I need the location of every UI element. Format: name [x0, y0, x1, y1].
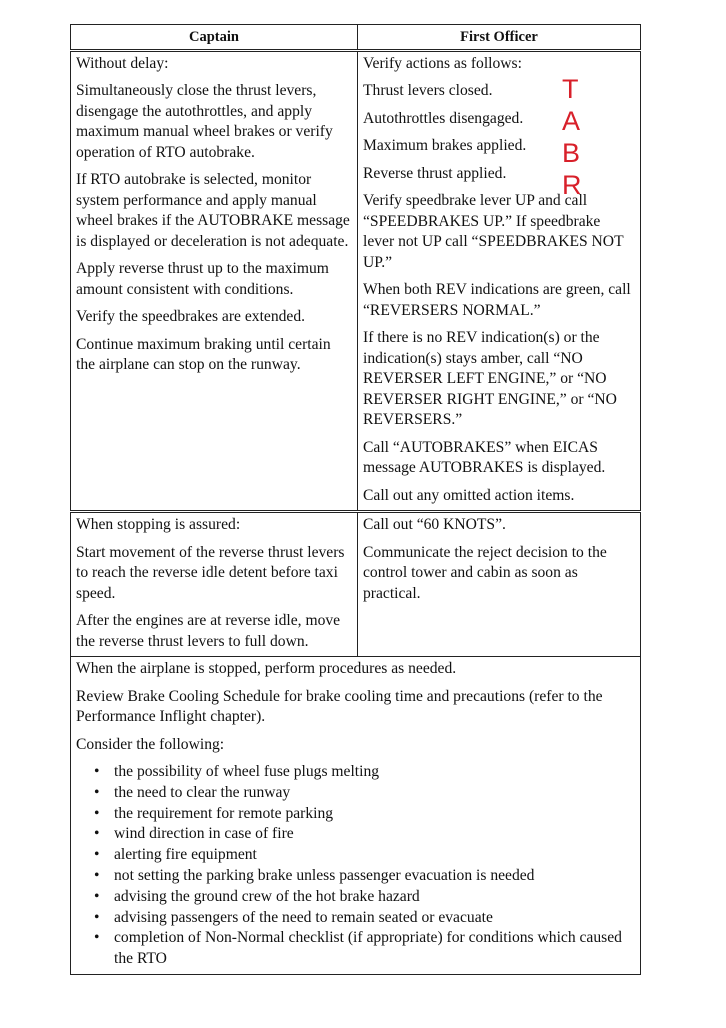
- header-row: [71, 25, 641, 51]
- paragraph: Continue maximum braking until certain the airplane can stop on the runway.: [76, 335, 331, 373]
- paragraph: Call out any omitted action items.: [363, 486, 575, 504]
- paragraph: Start movement of the reverse thrust levers to reach the reverse idle detent before taxi speed.: [76, 543, 345, 602]
- rto-procedure-table: [70, 24, 641, 975]
- paragraph: Call “AUTOBRAKES” when EICAS message AUTOBRAKES is displayed.: [363, 438, 606, 476]
- paragraph: Maximum brakes applied.: [363, 137, 527, 154]
- annotation-letter-b: B: [562, 138, 581, 168]
- list-item: • alerting fire equipment: [114, 845, 635, 866]
- annotation-letter-r: R: [562, 170, 582, 200]
- list-item: • advising passengers of the need to remain seated or evacuate: [114, 908, 635, 929]
- list-item: • completion of Non-Normal checklist (if appropriate) for conditions which caused the RTO: [114, 928, 635, 970]
- captain-cell: [71, 50, 358, 512]
- header-captain: Captain: [71, 25, 358, 51]
- paragraph: When both REV indications are green, call “REVERSERS NORMAL.”: [363, 281, 631, 319]
- paragraph: If there is no REV indication(s) or the indication(s) stays amber, call “NO REVERSER LEFT ENGINE,” or “NO REVERSER RIGHT ENGINE,” or “NO REVERSERS.”: [363, 329, 617, 428]
- paragraph: Without delay:: [76, 54, 169, 72]
- first-officer-cell: [358, 512, 641, 657]
- paragraph: When the airplane is stopped, perform procedures as needed.: [76, 660, 457, 677]
- paragraph: Verify speedbrake lever UP and call “SPEEDBRAKES UP.” If speedbrake lever not UP call “SPEEDBRAKES NOT UP.”: [363, 192, 624, 271]
- captain-cell: [71, 512, 358, 657]
- paragraph: Simultaneously close the thrust levers, disengage the autothrottles, and apply maximum manual wheel brakes or verify operation of RTO autobrake.: [76, 82, 333, 161]
- paragraph: Thrust levers closed.: [363, 82, 493, 99]
- table-row: [71, 512, 641, 657]
- paragraph: After the engines are at reverse idle, move the reverse thrust levers to full down.: [76, 612, 341, 650]
- paragraph: Apply reverse thrust up to the maximum amount consistent with conditions.: [76, 260, 329, 298]
- paragraph: Reverse thrust applied.: [363, 164, 507, 182]
- list-item: • not setting the parking brake unless passenger evacuation is needed: [114, 866, 635, 887]
- list-item: • advising the ground crew of the hot brake hazard: [114, 887, 635, 908]
- paragraph: Verify actions as follows:: [363, 54, 522, 72]
- list-item: • the possibility of wheel fuse plugs melting: [114, 762, 635, 783]
- paragraph: Verify the speedbrakes are extended.: [76, 308, 306, 325]
- list-item: • wind direction in case of fire: [114, 824, 635, 845]
- after-stop-cell: [71, 657, 641, 975]
- paragraph: Autothrottles disengaged.: [363, 109, 524, 127]
- list-item: • the need to clear the runway: [114, 783, 635, 804]
- header-first-officer: First Officer: [358, 25, 641, 51]
- annotation-letter-t: T: [562, 74, 579, 104]
- first-officer-cell: [358, 50, 641, 512]
- considerations-list: [76, 762, 635, 970]
- paragraph: Call out “60 KNOTS”.: [363, 516, 506, 533]
- list-item: • the requirement for remote parking: [114, 804, 635, 825]
- paragraph: Consider the following:: [76, 735, 225, 753]
- paragraph: If RTO autobrake is selected, monitor system performance and apply manual wheel brakes if the AUTOBRAKE message is displayed or deceleration is not adequate.: [76, 171, 350, 250]
- table-row: [71, 657, 641, 975]
- paragraph: When stopping is assured:: [76, 516, 241, 533]
- table-row: [71, 50, 641, 512]
- annotation-letter-a: A: [562, 106, 581, 136]
- paragraph: Communicate the reject decision to the control tower and cabin as soon as practical.: [363, 543, 607, 602]
- paragraph: Review Brake Cooling Schedule for brake cooling time and precautions (refer to the Performance Inflight chapter).: [76, 687, 603, 725]
